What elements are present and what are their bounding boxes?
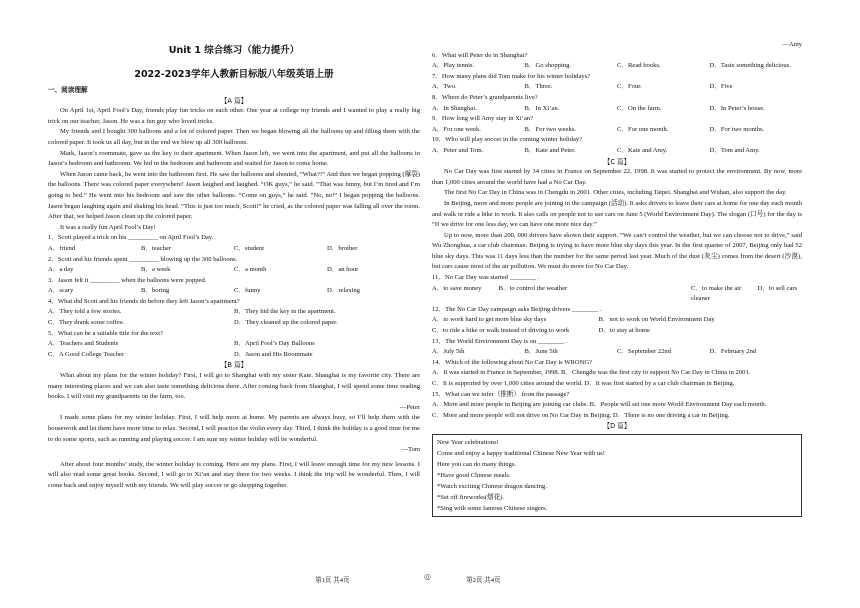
signature: —Peter (399, 403, 420, 411)
page-number-left: 第1页 共4页 (315, 577, 350, 584)
options (432, 125, 802, 136)
option: A．They told a few stories. (48, 308, 122, 316)
question: 1．Scott played a trick on his _________ on April Fool’s Day. (48, 234, 214, 242)
question: 4．What did Scott and his friends do before they left Jason’s apartment? (48, 297, 240, 305)
passage-b-label: 【B 篇】 (220, 361, 248, 370)
section-heading: 一、阅读理解 (48, 86, 88, 94)
option: C．On the farm. (617, 104, 662, 112)
options (48, 318, 420, 329)
option: D．February 2nd (709, 348, 757, 356)
option: A．scary (48, 287, 74, 295)
paragraph: The first No Car Day in China was in Chengdu in 2001. Other cities, including Taipei. Shanghai and Wuhan, also support the day. (444, 189, 787, 197)
question: 15．What can we infer（推断） from the passage? (432, 390, 570, 398)
question: 7．How many plans did Tom make for his winter holidays? (432, 72, 591, 80)
notice-line: Here you can do many things. (437, 460, 517, 468)
passage-a-label: 【A 篇】 (220, 96, 248, 105)
page-subtitle: 2022-2023学年人教新目标版八年级英语上册 (134, 69, 334, 80)
paragraph: I made some plans for my winter holiday. First, I will help more at home. My parents are always busy, so I’ll help them with the housework and let them have more time to relax. Second, I will practice the violin every day. Third, I think the holiday is a good time for me to do some sports, such as running and playing soccer. I am sure my winter holiday will be wonderful. (48, 414, 420, 443)
option: B．In Xi’an. (524, 104, 560, 112)
passage-a-questions (48, 233, 420, 360)
options (432, 61, 802, 72)
options (432, 146, 802, 157)
option-line: C．More and more people will not drive on No Car Day in Beijing. D．There is no one driving a car in Beijing. (432, 411, 730, 419)
option: B．boring (141, 287, 170, 295)
option: B．teacher (141, 244, 172, 252)
option: C．A Good College Teacher (48, 350, 125, 358)
option-line: A．More and more people in Beijing are joining car clubs. B．People will set one more World Environment Day each month. (432, 401, 767, 409)
notice-line: *Sing with some famous Chinese singers. (437, 504, 548, 512)
question: 14．Which of the following about No Car Day is WRONG? (432, 358, 593, 366)
option: C．For one month. (617, 125, 669, 133)
notice-line: Come and enjoy a happy traditional Chinese New Year with us! (437, 449, 605, 457)
options (432, 104, 802, 115)
right-page (432, 40, 802, 517)
option: D．Five (709, 83, 733, 91)
option: A．friend (48, 244, 76, 252)
passage-d-label: 【D 篇】 (603, 422, 631, 431)
option: D．They cleaned up the colored paper. (234, 319, 338, 327)
binding-hole-icon: ◎ (424, 572, 431, 581)
option: D．Jason and His Roommate (234, 350, 313, 358)
option: C．Kate and Amy. (617, 146, 668, 154)
notice-line: New Year celebrations! (437, 438, 499, 446)
option: B．Kate and Peter. (524, 146, 576, 154)
option: A．Teachers and Students (48, 340, 119, 348)
option-line: A．It was started in France in September, 1998. B．Chengdu was the first city to support No Car Day in China in 2001. (432, 369, 751, 377)
option: D．Tom and Amy. (709, 146, 760, 154)
option: A．Play tennis. (432, 62, 475, 70)
options (48, 307, 420, 318)
signature: —Amy (782, 41, 802, 48)
passage-c-label: 【C 篇】 (603, 157, 631, 166)
signature: —Tom (401, 446, 420, 454)
option: D．relaxing (327, 287, 360, 295)
passage-c-questions (432, 273, 802, 421)
option: D．brother (327, 244, 358, 252)
option: B．They hid the key in the apartment. (234, 308, 336, 316)
question: 3．Jason felt it _________ when the balloons were popped. (48, 276, 207, 284)
option: A．a day (48, 266, 74, 274)
options (432, 284, 802, 305)
option: C．Four. (617, 83, 642, 91)
question: 9．How long will Amy stay in Xi’an? (432, 115, 534, 123)
left-page (48, 0, 420, 492)
notice-line: *Watch exciting Chinese dragon dancing. (437, 482, 547, 490)
option: A．Peter and Tom. (432, 146, 484, 154)
options (432, 82, 802, 93)
passage-c-text (432, 167, 802, 273)
option: B．to control the weather (498, 284, 568, 292)
option: D．Taste something delicious. (709, 62, 791, 70)
option-line: C．It is supported by over 1,000 cities around the world. D．It was first started by a car club chairman in Beijing. (432, 380, 735, 387)
question: 10．Who will play soccer in the coming winter holiday? (432, 136, 583, 144)
option: C．They drank some coffee. (48, 319, 125, 327)
option: B．April Fool’s Day Balloons (234, 340, 315, 348)
option: C．September 22nd (617, 348, 672, 356)
passage-b-text (48, 371, 420, 492)
options (48, 339, 420, 350)
option: A．For one week. (432, 125, 481, 133)
option: B．a week (141, 266, 171, 274)
option: B．not to work on World Environment Day (598, 316, 715, 324)
paragraph: When Jason came back, he went into the bathroom first. He saw the balloons and shouted, “What?!” And then we began popping (爆裂) the balloons. There was colored paper everywhere! Jason laughed and laughed. “OK guys,” he said. “That was funny, but I’m tired and I’m going to bed.” He went into his bedroom and saw the other balloons. “Come on guys,” he said. “No, no!” I began popping the balloons. Jason began laughing again and shaking his head. “This is just too much, Scott!” he cried, as the colored paper was falling all over the room. After that, we helped Jason clean up the colored paper. (48, 170, 420, 221)
question: 13．The World Environment Day is on ________ . (432, 337, 568, 345)
option: B．Go shopping. (524, 62, 572, 70)
question: 8．Where do Peter’s grandparents live? (432, 93, 538, 101)
options (432, 326, 802, 337)
question: 5．What can be a suitable title for the text? (48, 329, 163, 337)
notice-line: *Set off fireworks(烟花). (437, 493, 505, 501)
option: A．to work hard to get more blue sky days (432, 316, 547, 324)
page-title: Unit 1 综合练习（能力提升） (168, 45, 300, 56)
paragraph: After about four months’ study, the winter holiday is coming. Here are my plans. First, I will leave enough time for my new lessons. I will also read some great books. Second, I will go to Xi’an and stay there for two weeks. I think the trip will be wonderful. Then, I will come back and enjoy myself with my friends. We will play soccer or go shopping together. (48, 460, 420, 489)
paragraph: It was a really fun April Fool’s Day! (60, 223, 156, 231)
paragraph: What about my plans for the winter holiday? First, I will go to Shanghai with my sister Kate. Shanghai is my favorite city. There are many interesting places and we can also taste something delicious there. After coming back from Shanghai, I will spend some time reading books. I will visit my grandparents on the farm, too. (48, 372, 420, 401)
question: 11．No Car Day was started ________ . (432, 274, 540, 282)
option: C．Read books. (617, 62, 661, 70)
option: C．student (234, 244, 265, 252)
option: B．June 5th (524, 348, 558, 356)
options (432, 347, 802, 358)
passage-b-questions (432, 51, 802, 157)
paragraph: No Car Day was first started by 34 cities in France on September 22, 1998. It was started to protect the environment. By now, more than 1,000 cities around the world have had a No Car Day. (432, 168, 802, 186)
paragraph: Mark, Jason’s roommate, gave us the key to their apartment. When Jason left, we went into the apartment, and put all the balloons in Jason’s bedroom and bathroom. We hid in the bedroom and bathroom and waited for Jason to come home. (48, 149, 420, 168)
question: 2．Scott and his friends spent _________ blowing up the 300 balloons. (48, 255, 238, 263)
paragraph: On April 1st, April Fool’s Day, friends play fun tricks on each other. One year at college my friends and I wanted to play a really big trick on our teacher, Jason. He was a fun guy who loved tricks. (48, 107, 420, 125)
option: C．funny (234, 287, 261, 295)
options (48, 286, 420, 297)
option: C．to ride a bike or walk instead of driving to work (432, 327, 570, 335)
option: C．a month (234, 266, 267, 274)
paragraph: My friends and I bought 300 balloons and a lot of colored paper. Then we began blowing all the balloons up and filling them with the colored paper. It took us all day, but in the end we blew up all 300 balloons. (48, 128, 420, 146)
page-number-right: 第2页 共4页 (466, 577, 501, 584)
paragraph: Up to now, more than 200, 000 drivers have shown their support. “We can’t control the weather, but we can choose not to drive,” said Wu Zhonghua, a car club chairman. Beijing is trying to have more blue sky days this year. In the first quarter of 2007, Beijing only had 52 blue sky days. This was 11 days less than the number for the same period last year. Much of the dust (灰尘) comes from the desert (沙漠), but cars cause most of the air pollution. We must do more for No Car Day. (432, 231, 802, 271)
option: D．to sell cars (757, 284, 798, 292)
option: D．to stay at home (598, 327, 650, 335)
notice-line: *Have good Chinese meals. (437, 471, 511, 479)
option: A．In Shanghai. (432, 104, 477, 112)
option: A．July 5th (432, 348, 465, 356)
option: C．to make the air cleaner (690, 284, 742, 303)
paragraph: In Beijing, more and more people are joining in the campaign (活动). It asks drivers to leave their cars at home for one day each month and walk or ride a bike to work. It also calls on people not to use cars on June 5 (World Environment Day). The slogan (口号) for the day is “If we drive for one less day, we can have one more nice day.” (432, 199, 802, 229)
option: D．For two months. (709, 125, 765, 133)
question: 6．What will Peter do in Shanghai? (432, 51, 528, 59)
options (432, 315, 802, 326)
option: D．In Peter’s house. (709, 104, 765, 112)
options (48, 350, 420, 361)
option: D．an hour (327, 266, 359, 274)
options (48, 244, 420, 255)
option: A．Two. (432, 83, 457, 91)
options (48, 265, 420, 276)
option: B．Three. (524, 83, 553, 91)
question: 12．The No Car Day campaign asks Beijing drivers ________ . (432, 305, 602, 313)
passage-a-text (48, 106, 420, 233)
option: B．For two weeks. (524, 125, 576, 133)
option: A．to save money (432, 284, 482, 292)
notice-box (432, 434, 802, 517)
